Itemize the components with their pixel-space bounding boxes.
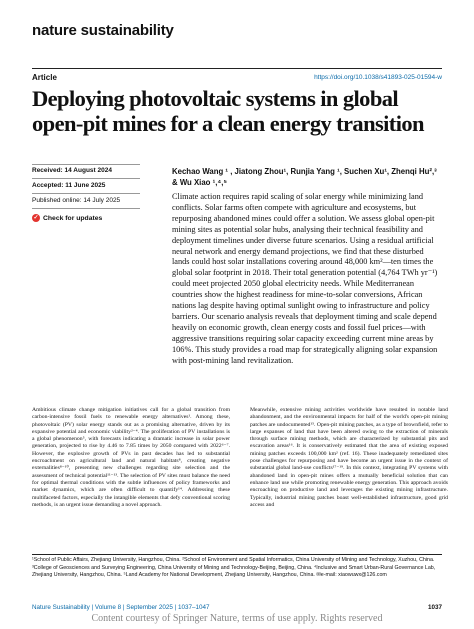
meta-divider xyxy=(32,164,140,165)
article-title: Deploying photovoltaic systems in global open-pit mines for a clean energy transition xyxy=(32,86,424,136)
check-for-updates-button[interactable] xyxy=(32,214,102,222)
author-name[interactable]: Suchen Xu¹ xyxy=(344,167,387,176)
meta-divider xyxy=(32,193,140,194)
abstract: Climate action requires rapid scaling of solar energy while minimizing land conflicts. Solar farms often compete with agriculture and ecosystems, but repurposing abandoned mines could offer a solution. We assess global open-pit mining sites as potential solar hubs, analysing their technical feasibility and deployment timelines under diverse future scenarios. Using a residual artificial neural network and energy demand projections, we find that these disturbed lands could host solar installations covering around 48,000 km²—ten times the global solar footprint in 2018. Their total generation potential (4,764 TWh yr⁻¹) could meet projected 2050 global electricity needs. While Mediterranean countries show the highest readiness for mine-to-solar conversions, African nations lag despite having optimal sunlight owing to infrastructure and policy barriers. Our scenario analysis reveals that deployment timing and scale depend heavily on economic growth, clean energy costs and fossil fuel prices—with aggressive transitions requiring solar capacity exceeding current mine areas by 106%. This study provides a road map for strategically aligning solar expansion with post-mining land revitalization. xyxy=(172,192,438,365)
received-label: Received: 14 August 2024 xyxy=(32,167,112,174)
body-column-left: Ambitious climate change mitigation initiatives call for a global transition from carbon-intensive fossil fuels to renewable energy alternatives¹. Among these, photovoltaic (PV) solar energy stands out as a promising alternative, driven by its expansive potential and economic viability²⁻⁴. The proliferation of PV installations is a global phenomenon⁵, with forecasts indicating a dramatic increase in solar power generation, projected to rise by 4.46 to 7.85 times by 2050 compared with 2022⁶⁻⁷. However, the explosive growth of PVs in past decades has led to substantial encroachment on agricultural land and natural habitats⁸, creating negative externalities⁸⁻¹⁰, presenting new challenges regarding site selection and the assessment of technical potential¹¹⁻¹³. The selection of PV sites must balance the need for optimal thermal conditions with the subtle influences of policy frameworks and market dynamics, which are often difficult to quantify¹⁴. Addressing these multifaceted factors, especially the intangible elements that defy conventional scoring methods, is an urgent issue demanding a novel approach. xyxy=(32,407,230,508)
journal-name[interactable]: nature sustainability xyxy=(32,22,174,39)
received-date xyxy=(32,167,112,174)
check-updates-icon: ✓ xyxy=(33,215,39,221)
page-footer xyxy=(32,604,442,611)
page-number: 1037 xyxy=(427,604,442,611)
author-name[interactable]: Runjia Yang ¹ xyxy=(290,167,340,176)
article-type: Article xyxy=(32,73,57,82)
accepted-label: Accepted: 11 June 2025 xyxy=(32,182,106,189)
author-name[interactable]: Zhenqi Hu²,³ & xyxy=(172,167,437,187)
meta-divider xyxy=(32,178,140,179)
author-name[interactable]: Kechao Wang ¹ xyxy=(172,167,231,176)
meta-divider xyxy=(32,208,140,209)
accepted-date xyxy=(32,182,105,189)
published-date: Published online: 14 July 2025 xyxy=(32,197,121,204)
courtesy-notice: Content courtesy of Springer Nature, terms of use apply. Rights reserved xyxy=(91,613,383,624)
body-column-right: Meanwhile, extensive mining activities worldwide have resulted in notable land abandonment, and the environmental impacts for half of the world's open-pit mining patches are undocumented¹⁵. Open-pit mining patches, as a type of brownfield, refer to large expanses of land that have been altered owing to the extraction of minerals through surface mining methods, which are characterized by substantial pits and excavation areas¹⁶. It is conservatively estimated that the area of existing exposed mining patches exceeds 100,000 km² (ref. 16). These inadequately remediated sites pose challenges for repurposing and have become an urgent issue in the context of substantial global land-use conflicts¹⁷⁻¹⁹. In this context, integrating PV systems with abandoned land in open-pit mines offers a mutually beneficial solution that can enhance land use while promoting renewable energy generation. This approach avoids encroaching on productive land and leverages the existing mining infrastructure. Typically, industrial mining patches boast well-established infrastructure, good grid access and xyxy=(250,407,448,508)
doi-link[interactable]: https://doi.org/10.1038/s41893-025-01594-w xyxy=(314,74,442,81)
author-name[interactable]: Jiatong Zhou¹ xyxy=(234,167,287,176)
journal-citation[interactable]: Nature Sustainability | Volume 8 | September 2025 | 1037–1047 xyxy=(32,604,210,611)
footnote-rule xyxy=(32,554,442,555)
author-name[interactable]: Wu Xiao ¹,⁴,⁵ xyxy=(179,178,228,187)
check-updates-label: Check for updates xyxy=(43,214,103,222)
affiliations: ¹School of Public Affairs, Zhejiang University, Hangzhou, China. ²School of Environment and Spatial Informatics, China University of Mining and Technology, Xuzhou, China. ³College of Geosciences and Surveying Engineering, China University of Mining and Technology-Beijing, Beijing, China. ⁴Inclusive and Smart Urban-Rural Governance Lab, Zhejiang University, Hangzhou, China. ⁵Land Academy for National Development, Zhejiang University, Hangzhou, China. ✉e-mail: xiaowuwx@126.com xyxy=(32,557,436,579)
header-rule xyxy=(32,68,442,69)
author-list: Kechao Wang ¹ , Jiatong Zhou¹, Runjia Yang ¹, Suchen Xu¹, Zhenqi Hu²,³ & Wu Xiao ¹,⁴,⁵ xyxy=(172,167,437,187)
